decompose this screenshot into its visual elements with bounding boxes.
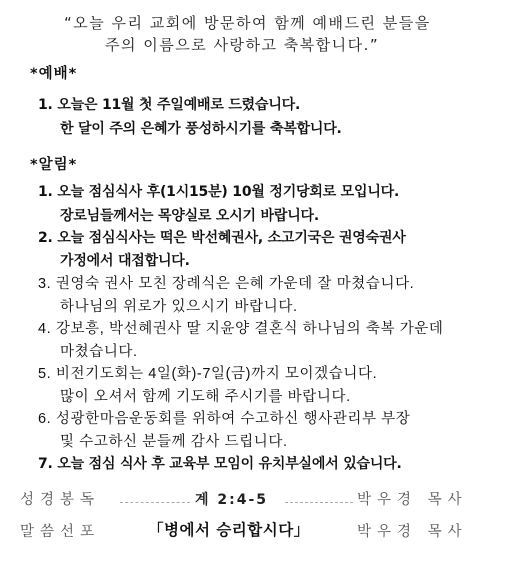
- scripture-leader-dots-right: [285, 502, 353, 503]
- scripture-label: 성경봉독: [20, 492, 101, 508]
- announcement-6-line-2: 및 수고하신 분들께 감사 드립니다.: [60, 434, 288, 450]
- scripture-reader: 박우경 목사: [357, 492, 468, 508]
- announcement-1-line-2: 장로님들께서는 목양실로 오시기 바랍니다.: [60, 208, 319, 224]
- sermon-label: 말씀선포: [20, 524, 101, 540]
- announcement-2-line-2: 가정에서 대접합니다.: [60, 253, 190, 269]
- sermon-preacher: 박우경 목사: [357, 524, 468, 540]
- announcement-3-line-2: 하나님의 위로가 있으시기 바랍니다.: [60, 299, 298, 315]
- announcement-1-line-1: 1. 오늘 점심식사 후(1시15분) 10월 정기당회로 모입니다.: [38, 184, 400, 200]
- announcement-4-line-2: 마쳤습니다.: [60, 344, 138, 360]
- announcement-6-line-1: 6. 성광한마음운동회를 위하여 수고하신 행사관리부 부장: [38, 411, 411, 427]
- announcement-5-line-2: 많이 오셔서 함께 기도해 주시기를 바랍니다.: [60, 389, 351, 405]
- greeting-line-2: 주의 이름으로 사랑하고 축복합니다.”: [105, 36, 380, 54]
- greeting-line-1: “오늘 우리 교회에 방문하여 함께 예배드린 분들을: [64, 14, 431, 32]
- worship-item-1-line-2: 한 달이 주의 은혜가 풍성하시기를 축복합니다.: [60, 121, 342, 137]
- announcement-2-line-1: 2. 오늘 점심식사는 떡은 박선혜권사, 소고기국은 권영숙권사: [38, 230, 406, 246]
- sermon-title: 「병에서 승리합시다」: [148, 521, 310, 539]
- announcement-4-line-1: 4. 강보흥, 박선혜권사 딸 지윤양 결혼식 하나님의 축복 가운데: [38, 321, 444, 337]
- announcement-5-line-1: 5. 비전기도회는 4일(화)-7일(금)까지 모이겠습니다.: [38, 366, 378, 382]
- announcement-3-line-1: 3. 권영숙 권사 모친 장례식은 은혜 가운데 잘 마쳤습니다.: [38, 276, 415, 292]
- announcement-7-line-1: 7. 오늘 점심 식사 후 교육부 모임이 유치부실에서 있습니다.: [38, 456, 402, 472]
- worship-item-1-line-1: 1. 오늘은 11월 첫 주일예배로 드렸습니다.: [38, 97, 301, 113]
- worship-heading: *예배*: [30, 66, 78, 82]
- scripture-reference: 계 2:4-5: [195, 492, 269, 508]
- announcements-heading: *알림*: [30, 157, 78, 173]
- scripture-leader-dots-left: [120, 502, 190, 503]
